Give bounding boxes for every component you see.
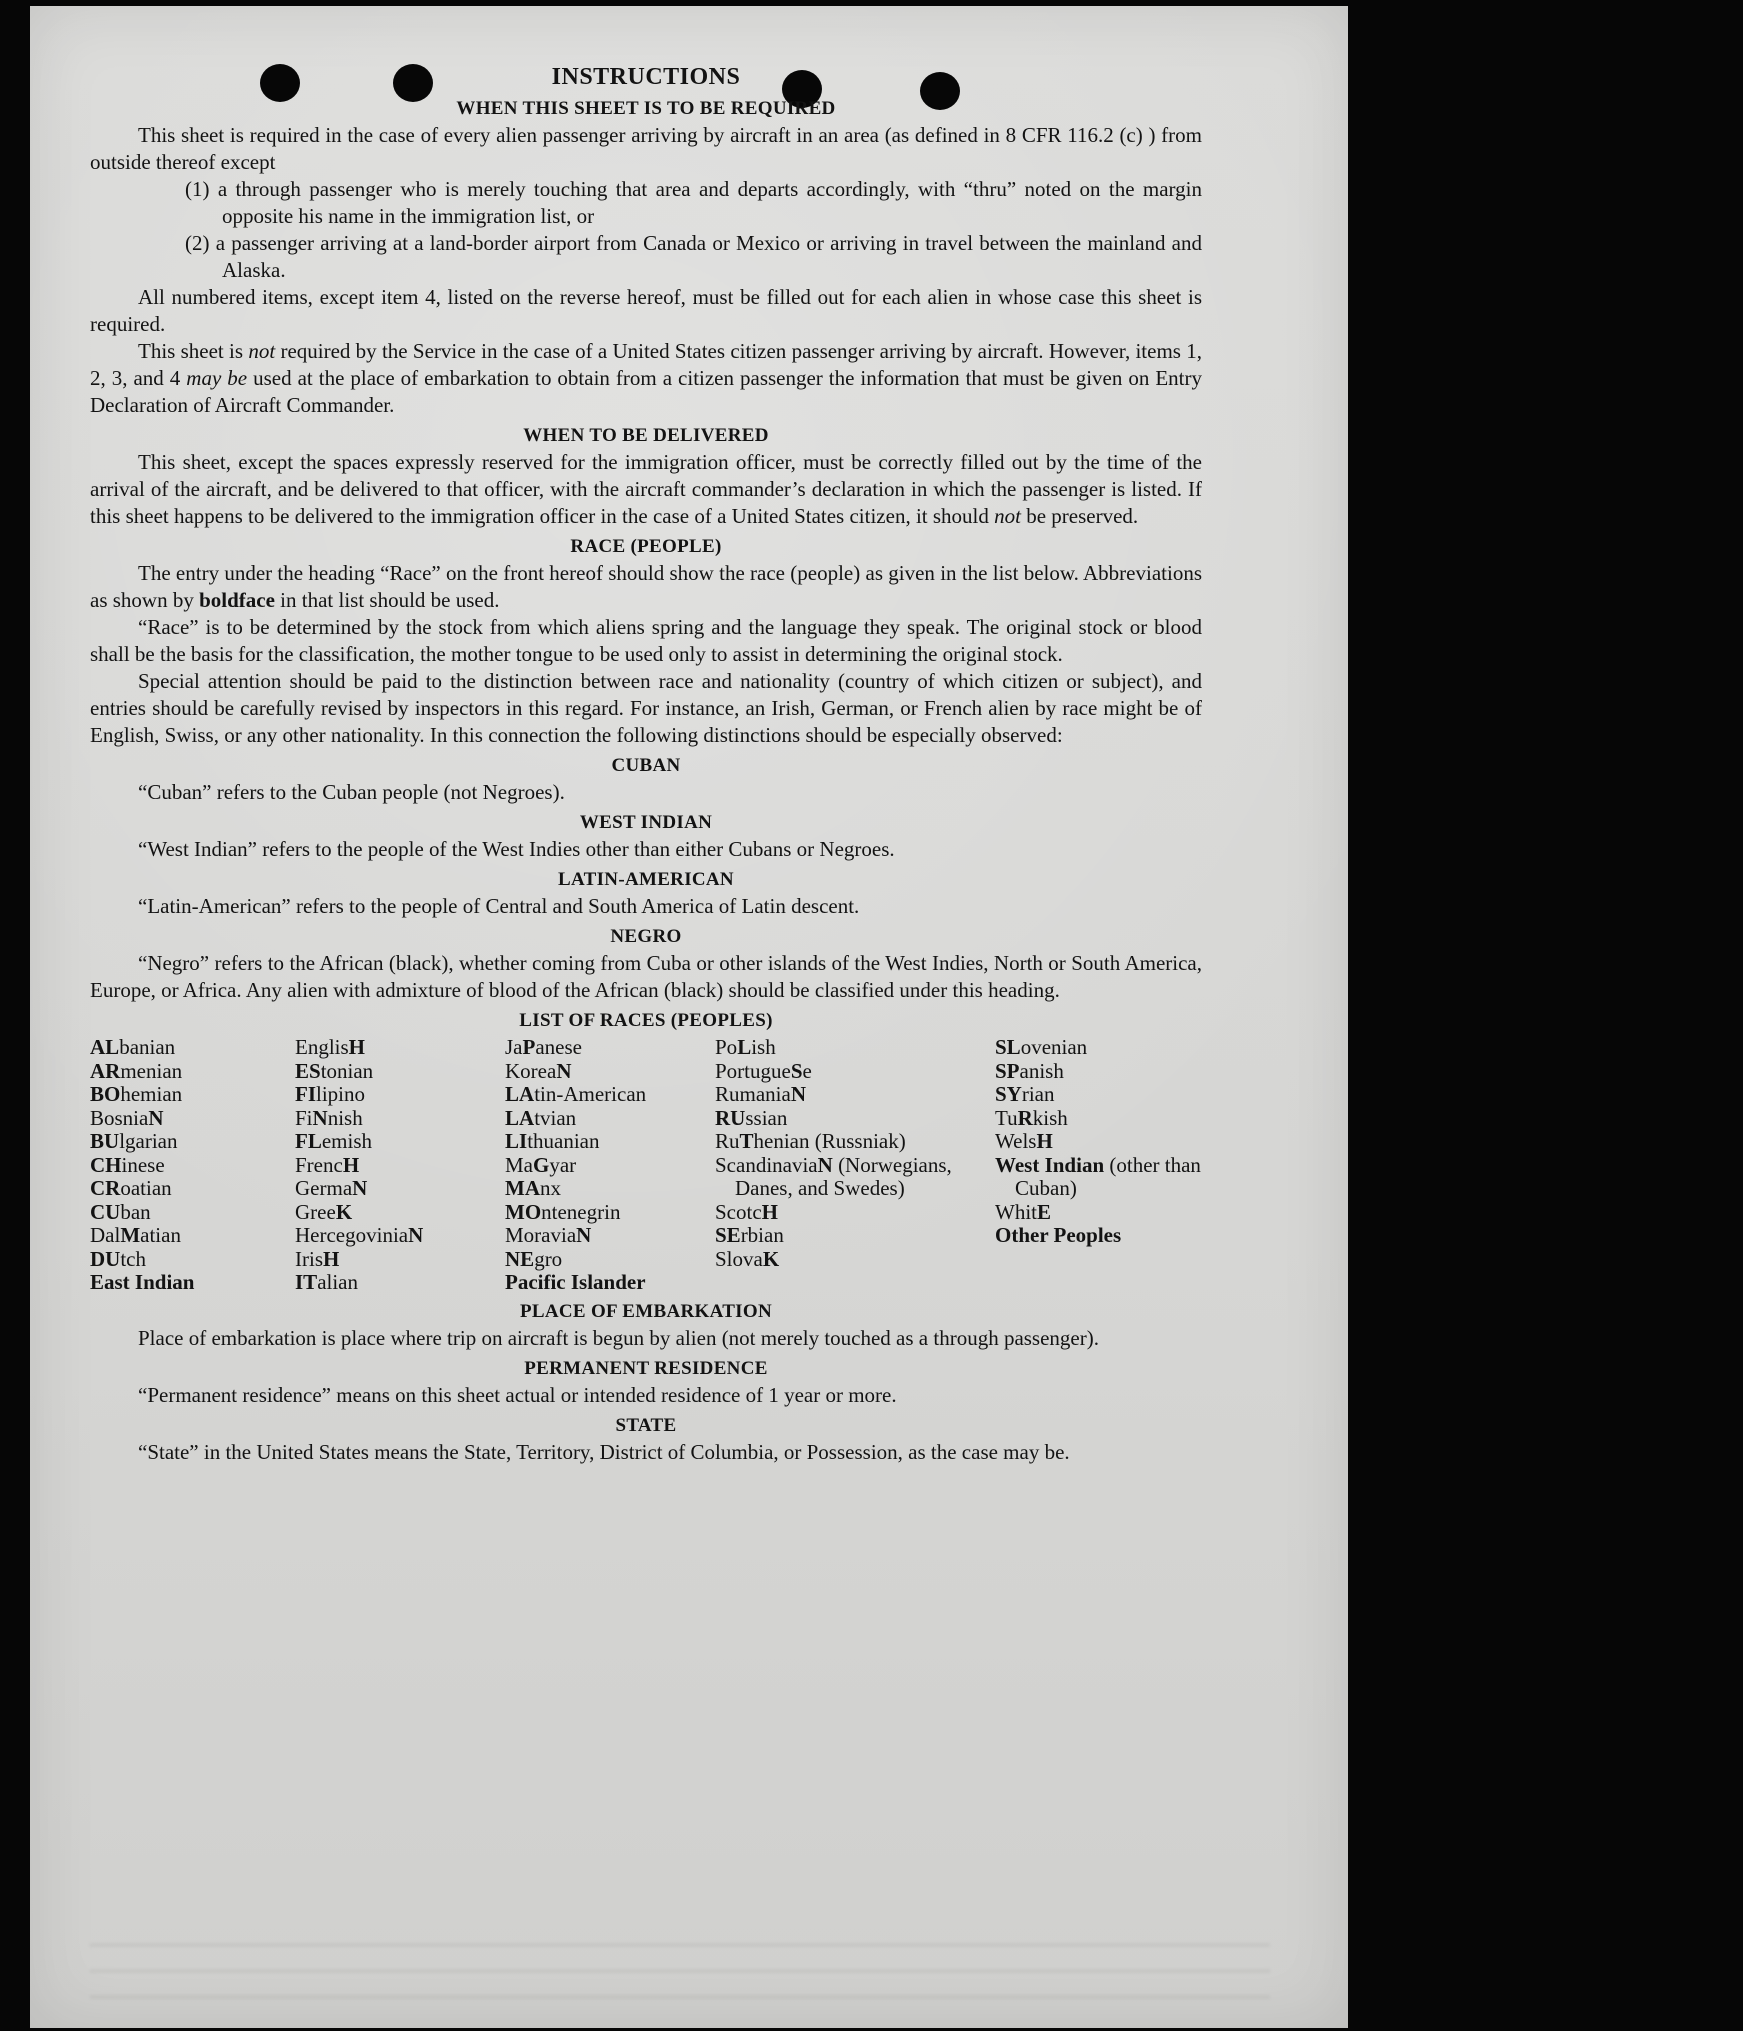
race-entry: HercegoviniaN <box>295 1223 424 1247</box>
race-entry: EnglisH <box>295 1035 366 1059</box>
race-entry: RUssian <box>715 1105 788 1130</box>
race-entry: BosniaN <box>90 1105 164 1130</box>
heading-permanent-residence: PERMANENT RESIDENCE <box>524 1357 768 1379</box>
race-entry: ScotcH <box>715 1199 778 1224</box>
item-text: a passenger arriving at a land-border airport from Canada or Mexico or arriving in travel between the mainland and Alaska. <box>215 231 1202 282</box>
race-entry: WhitE <box>995 1199 1052 1224</box>
heading-when-delivered: WHEN TO BE DELIVERED <box>523 425 769 446</box>
race-entry: DalMatian <box>90 1223 181 1247</box>
race-entry: Other Peoples <box>995 1223 1122 1247</box>
race-entry: TuRkish <box>995 1105 1068 1130</box>
races-column-3 <box>505 1036 715 1295</box>
race-entry: MOntenegrin <box>505 1199 621 1224</box>
race-entry: MoraviaN <box>505 1223 592 1247</box>
race-entry: BOhemian <box>90 1082 183 1106</box>
paragraph-required-intro: This sheet is required in the case of every alien passenger arriving by aircraft in an area (as defined in 8 CFR 116.2 (c) ) from outside thereof except <box>90 123 1202 174</box>
item-number: (1) <box>185 177 210 201</box>
race-entry: GreeK <box>295 1199 353 1224</box>
race-entry: FrencH <box>295 1152 360 1177</box>
races-table <box>90 1036 1202 1295</box>
paragraph-embarkation: Place of embarkation is place where trip on aircraft is begun by alien (not merely touched as a through passenger). <box>138 1325 1099 1350</box>
race-entry: SYrian <box>995 1082 1055 1106</box>
heading-race-people: RACE (PEOPLE) <box>570 536 722 557</box>
heading-latin-american: LATIN-AMERICAN <box>558 869 734 890</box>
heading-place-of-embarkation: PLACE OF EMBARKATION <box>520 1300 772 1322</box>
race-entry: PortugueSe <box>715 1058 812 1083</box>
race-entry: SLovenian <box>995 1035 1088 1059</box>
race-entry: ARmenian <box>90 1058 183 1083</box>
paragraph-residence: “Permanent residence” means on this sheet actual or intended residence of 1 year or more. <box>138 1382 897 1407</box>
paragraph-latin-american: “Latin-American” refers to the people of Central and South America of Latin descent. <box>138 894 860 918</box>
race-entry: BUlgarian <box>90 1129 178 1153</box>
races-column-2 <box>295 1036 505 1295</box>
paragraph-race-stock: “Race” is to be determined by the stock from which aliens spring and the language they speak. The original stock or blood shall be the basis for the classification, the mother tongue to be used only to assist in determining the original stock. <box>90 615 1202 666</box>
item-number: (2) <box>185 231 210 255</box>
race-entry: PoLish <box>715 1035 776 1059</box>
race-entry: ScandinaviaN (Norwegians, Danes, and Swedes) <box>715 1152 952 1200</box>
race-entry: FLemish <box>295 1129 373 1153</box>
heading-west-indian: WEST INDIAN <box>579 812 713 833</box>
race-entry: ALbanian <box>90 1035 176 1059</box>
race-entry: JaPanese <box>505 1035 582 1059</box>
heading-negro: NEGRO <box>610 926 682 947</box>
paragraph-when-delivered: This sheet, except the spaces expressly reserved for the immigration officer, must be correctly filled out by the time of the arrival of the aircraft, and be delivered to that officer, with the aircraft commander’s declaration in which the passenger is listed. If this sheet happens to be delivered to the immigration officer in the case of a United States citizen, it should not be preserved. <box>90 450 1202 528</box>
race-entry: RumaniaN <box>715 1082 806 1106</box>
race-entry: LAtin-American <box>505 1082 647 1106</box>
race-entry: EStonian <box>295 1058 374 1083</box>
paragraph-race-nationality: Special attention should be paid to the distinction between race and nationality (country of which citizen or subject), and entries should be carefully revised by inspectors in this regard. For instance, an Irish, German, or French alien by race might be of English, Swiss, or any other nationality. In this connection the following distinctions should be especially observed: <box>90 669 1202 747</box>
race-entry: MAnx <box>505 1176 561 1200</box>
bleed-through-artifact <box>90 1934 1270 2016</box>
race-entry: ITalian <box>295 1270 358 1294</box>
races-column-4 <box>715 1036 995 1295</box>
race-entry: CHinese <box>90 1152 165 1177</box>
race-entry: LAtvian <box>505 1105 577 1130</box>
race-entry: DUtch <box>90 1246 146 1271</box>
page-title: INSTRUCTIONS <box>551 64 741 90</box>
paragraph-state: “State” in the United States means the State, Territory, District of Columbia, or Possession, as the case may be. <box>138 1439 1070 1464</box>
race-entry: RuThenian (Russniak) <box>715 1129 906 1153</box>
paragraph-not-required-citizen: This sheet is not required by the Service in the case of a United States citizen passenger arriving by aircraft. However, items 1, 2, 3, and 4 may be used at the place of embarkation to obtain from a citizen passenger the information that must be given on Entry Declaration of Aircraft Commander. <box>90 339 1202 417</box>
race-entry: SErbian <box>715 1223 784 1247</box>
numbered-item-1 <box>90 176 1202 230</box>
race-entry: KoreaN <box>505 1058 572 1083</box>
races-column-1 <box>90 1036 295 1295</box>
race-entry: IrisH <box>295 1246 340 1271</box>
scanned-sheet <box>30 6 1348 2028</box>
document-content <box>90 62 1202 1466</box>
paragraph-negro: “Negro” refers to the African (black), whether coming from Cuba or other islands of the West Indies, North or South America, Europe, or Africa. Any alien with admixture of blood of the African (black) should be classified under this heading. <box>90 951 1202 1002</box>
race-entry: SlovaK <box>715 1246 780 1271</box>
race-entry: LIthuanian <box>505 1129 600 1153</box>
race-entry: FiNnish <box>295 1105 363 1130</box>
paragraph-race-entry: The entry under the heading “Race” on the front hereof should show the race (people) as given in the list below. Abbreviations as shown by boldface in that list should be used. <box>90 561 1202 612</box>
paragraph-all-numbered-items: All numbered items, except item 4, listed on the reverse hereof, must be filled out for each alien in whose case this sheet is required. <box>90 285 1202 336</box>
race-entry: MaGyar <box>505 1152 577 1177</box>
race-entry: Pacific Islander <box>505 1270 646 1294</box>
race-entry: WelsH <box>995 1129 1053 1153</box>
heading-cuban: CUBAN <box>611 755 681 776</box>
race-entry: GermaN <box>295 1176 368 1200</box>
race-entry: West Indian (other than Cuban) <box>995 1152 1201 1200</box>
race-entry: NEgro <box>505 1246 563 1271</box>
heading-when-required: WHEN THIS SHEET IS TO BE REQUIRED <box>456 98 836 119</box>
race-entry: CRoatian <box>90 1176 172 1200</box>
race-entry: FIlipino <box>295 1082 366 1106</box>
paragraph-cuban: “Cuban” refers to the Cuban people (not Negroes). <box>138 780 565 804</box>
item-text: a through passenger who is merely touching that area and departs accordingly, with “thru” noted on the margin opposite his name in the immigration list, or <box>217 177 1202 228</box>
heading-list-of-races: LIST OF RACES (PEOPLES) <box>519 1010 773 1031</box>
numbered-item-2 <box>90 230 1202 284</box>
race-entry: East Indian <box>90 1270 195 1294</box>
heading-state: STATE <box>615 1414 677 1436</box>
race-entry: SPanish <box>995 1058 1064 1083</box>
race-entry: CUban <box>90 1199 151 1224</box>
races-column-5 <box>995 1036 1202 1295</box>
paragraph-west-indian: “West Indian” refers to the people of the West Indies other than either Cubans or Negroes. <box>138 837 895 861</box>
